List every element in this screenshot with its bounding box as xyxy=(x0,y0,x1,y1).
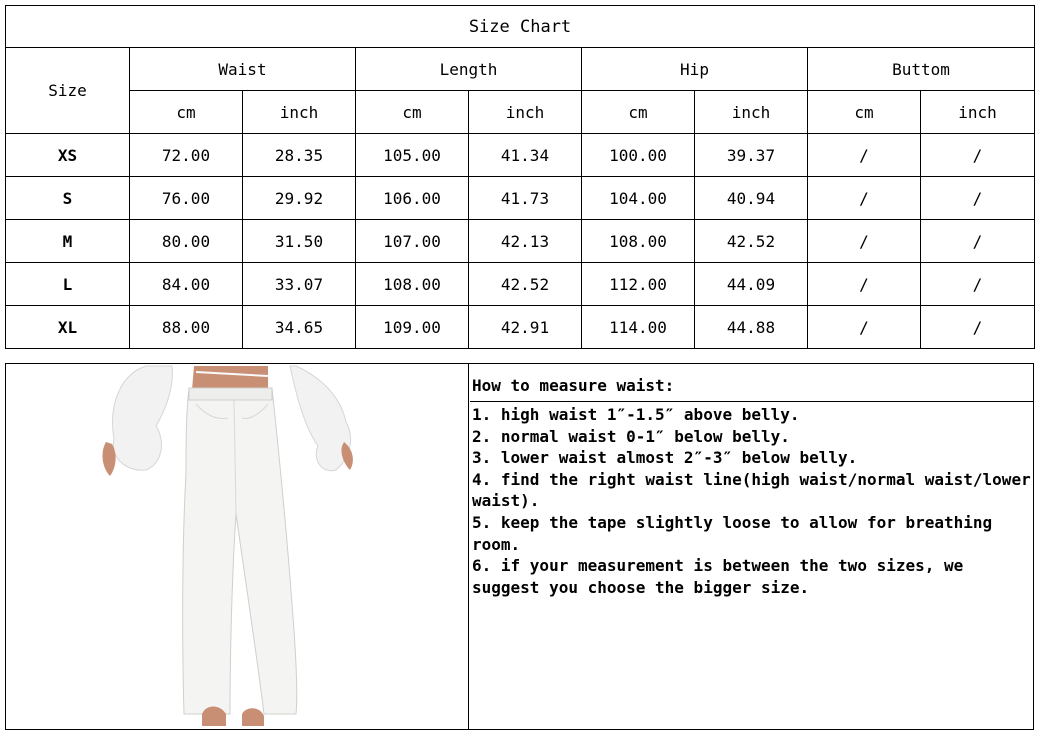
value-cell: 109.00 xyxy=(356,306,469,349)
value-cell: 40.94 xyxy=(695,177,808,220)
value-cell: 105.00 xyxy=(356,134,469,177)
value-cell: / xyxy=(921,134,1035,177)
value-cell: 112.00 xyxy=(582,263,695,306)
measure-step: 4. find the right waist line(high waist/normal waist/lower waist). xyxy=(472,469,1040,511)
unit-header: inch xyxy=(921,91,1035,134)
value-cell: 39.37 xyxy=(695,134,808,177)
value-cell: 44.88 xyxy=(695,306,808,349)
value-cell: / xyxy=(808,177,921,220)
value-cell: 44.09 xyxy=(695,263,808,306)
white-pants-model-illustration xyxy=(6,364,468,729)
value-cell: 28.35 xyxy=(243,134,356,177)
value-cell: 29.92 xyxy=(243,177,356,220)
measure-step: 3. lower waist almost 2″-3″ below belly. xyxy=(472,448,858,468)
value-cell: 42.52 xyxy=(469,263,582,306)
size-cell: M xyxy=(6,220,130,263)
value-cell: 107.00 xyxy=(356,220,469,263)
value-cell: 42.52 xyxy=(695,220,808,263)
value-cell: 42.91 xyxy=(469,306,582,349)
value-cell: 100.00 xyxy=(582,134,695,177)
unit-header: inch xyxy=(469,91,582,134)
value-cell: 108.00 xyxy=(582,220,695,263)
pants-shape xyxy=(183,388,297,714)
unit-header: cm xyxy=(356,91,469,134)
value-cell: / xyxy=(921,306,1035,349)
value-cell: / xyxy=(921,177,1035,220)
value-cell: 84.00 xyxy=(130,263,243,306)
value-cell: 80.00 xyxy=(130,220,243,263)
value-cell: / xyxy=(808,220,921,263)
hip-group-header: Hip xyxy=(582,48,808,91)
value-cell: 72.00 xyxy=(130,134,243,177)
value-cell: 34.65 xyxy=(243,306,356,349)
value-cell: 31.50 xyxy=(243,220,356,263)
size-column-header: Size xyxy=(6,48,130,134)
unit-header: cm xyxy=(582,91,695,134)
size-chart-table xyxy=(5,5,1035,349)
length-group-header: Length xyxy=(356,48,582,91)
unit-header: cm xyxy=(808,91,921,134)
value-cell: 106.00 xyxy=(356,177,469,220)
unit-header: inch xyxy=(695,91,808,134)
value-cell: 104.00 xyxy=(582,177,695,220)
left-sleeve-shape xyxy=(113,366,173,470)
table-row xyxy=(6,263,1035,306)
value-cell: 33.07 xyxy=(243,263,356,306)
value-cell: / xyxy=(808,263,921,306)
table-row xyxy=(6,134,1035,177)
measure-step: 6. if your measurement is between the two sizes, we suggest you choose the bigger size. xyxy=(472,556,973,597)
value-cell: 42.13 xyxy=(469,220,582,263)
measure-guide-heading: How to measure waist: xyxy=(470,364,1033,402)
value-cell: / xyxy=(921,263,1035,306)
table-row xyxy=(6,306,1035,349)
measure-step: 1. high waist 1″-1.5″ above belly. xyxy=(472,405,800,424)
size-cell: L xyxy=(6,263,130,306)
product-photo xyxy=(6,364,469,729)
measure-step: 2. normal waist 0-1″ below belly. xyxy=(472,426,790,446)
measure-guide-panel xyxy=(5,363,1040,730)
right-foot-shape xyxy=(242,708,264,726)
unit-header: inch xyxy=(243,91,356,134)
waist-group-header: Waist xyxy=(130,48,356,91)
right-hand-shape xyxy=(341,442,352,470)
unit-header: cm xyxy=(130,91,243,134)
right-sleeve-shape xyxy=(290,366,351,471)
table-row xyxy=(6,220,1035,263)
value-cell: / xyxy=(808,306,921,349)
value-cell: 114.00 xyxy=(582,306,695,349)
waistband-shape xyxy=(189,388,272,400)
buttom-group-header: Buttom xyxy=(808,48,1035,91)
table-row xyxy=(6,177,1035,220)
value-cell: 41.73 xyxy=(469,177,582,220)
value-cell: 108.00 xyxy=(356,263,469,306)
value-cell: 76.00 xyxy=(130,177,243,220)
torso-skin-shape xyxy=(192,366,268,390)
size-cell: XL xyxy=(6,306,130,349)
measure-step: 5. keep the tape slightly loose to allow for breathing room. xyxy=(472,512,1002,554)
value-cell: 88.00 xyxy=(130,306,243,349)
size-cell: XS xyxy=(6,134,130,177)
size-cell: S xyxy=(6,177,130,220)
measure-steps-list xyxy=(472,404,1040,598)
value-cell: 41.34 xyxy=(469,134,582,177)
value-cell: / xyxy=(808,134,921,177)
value-cell: / xyxy=(921,220,1035,263)
size-chart-title: Size Chart xyxy=(6,6,1035,48)
